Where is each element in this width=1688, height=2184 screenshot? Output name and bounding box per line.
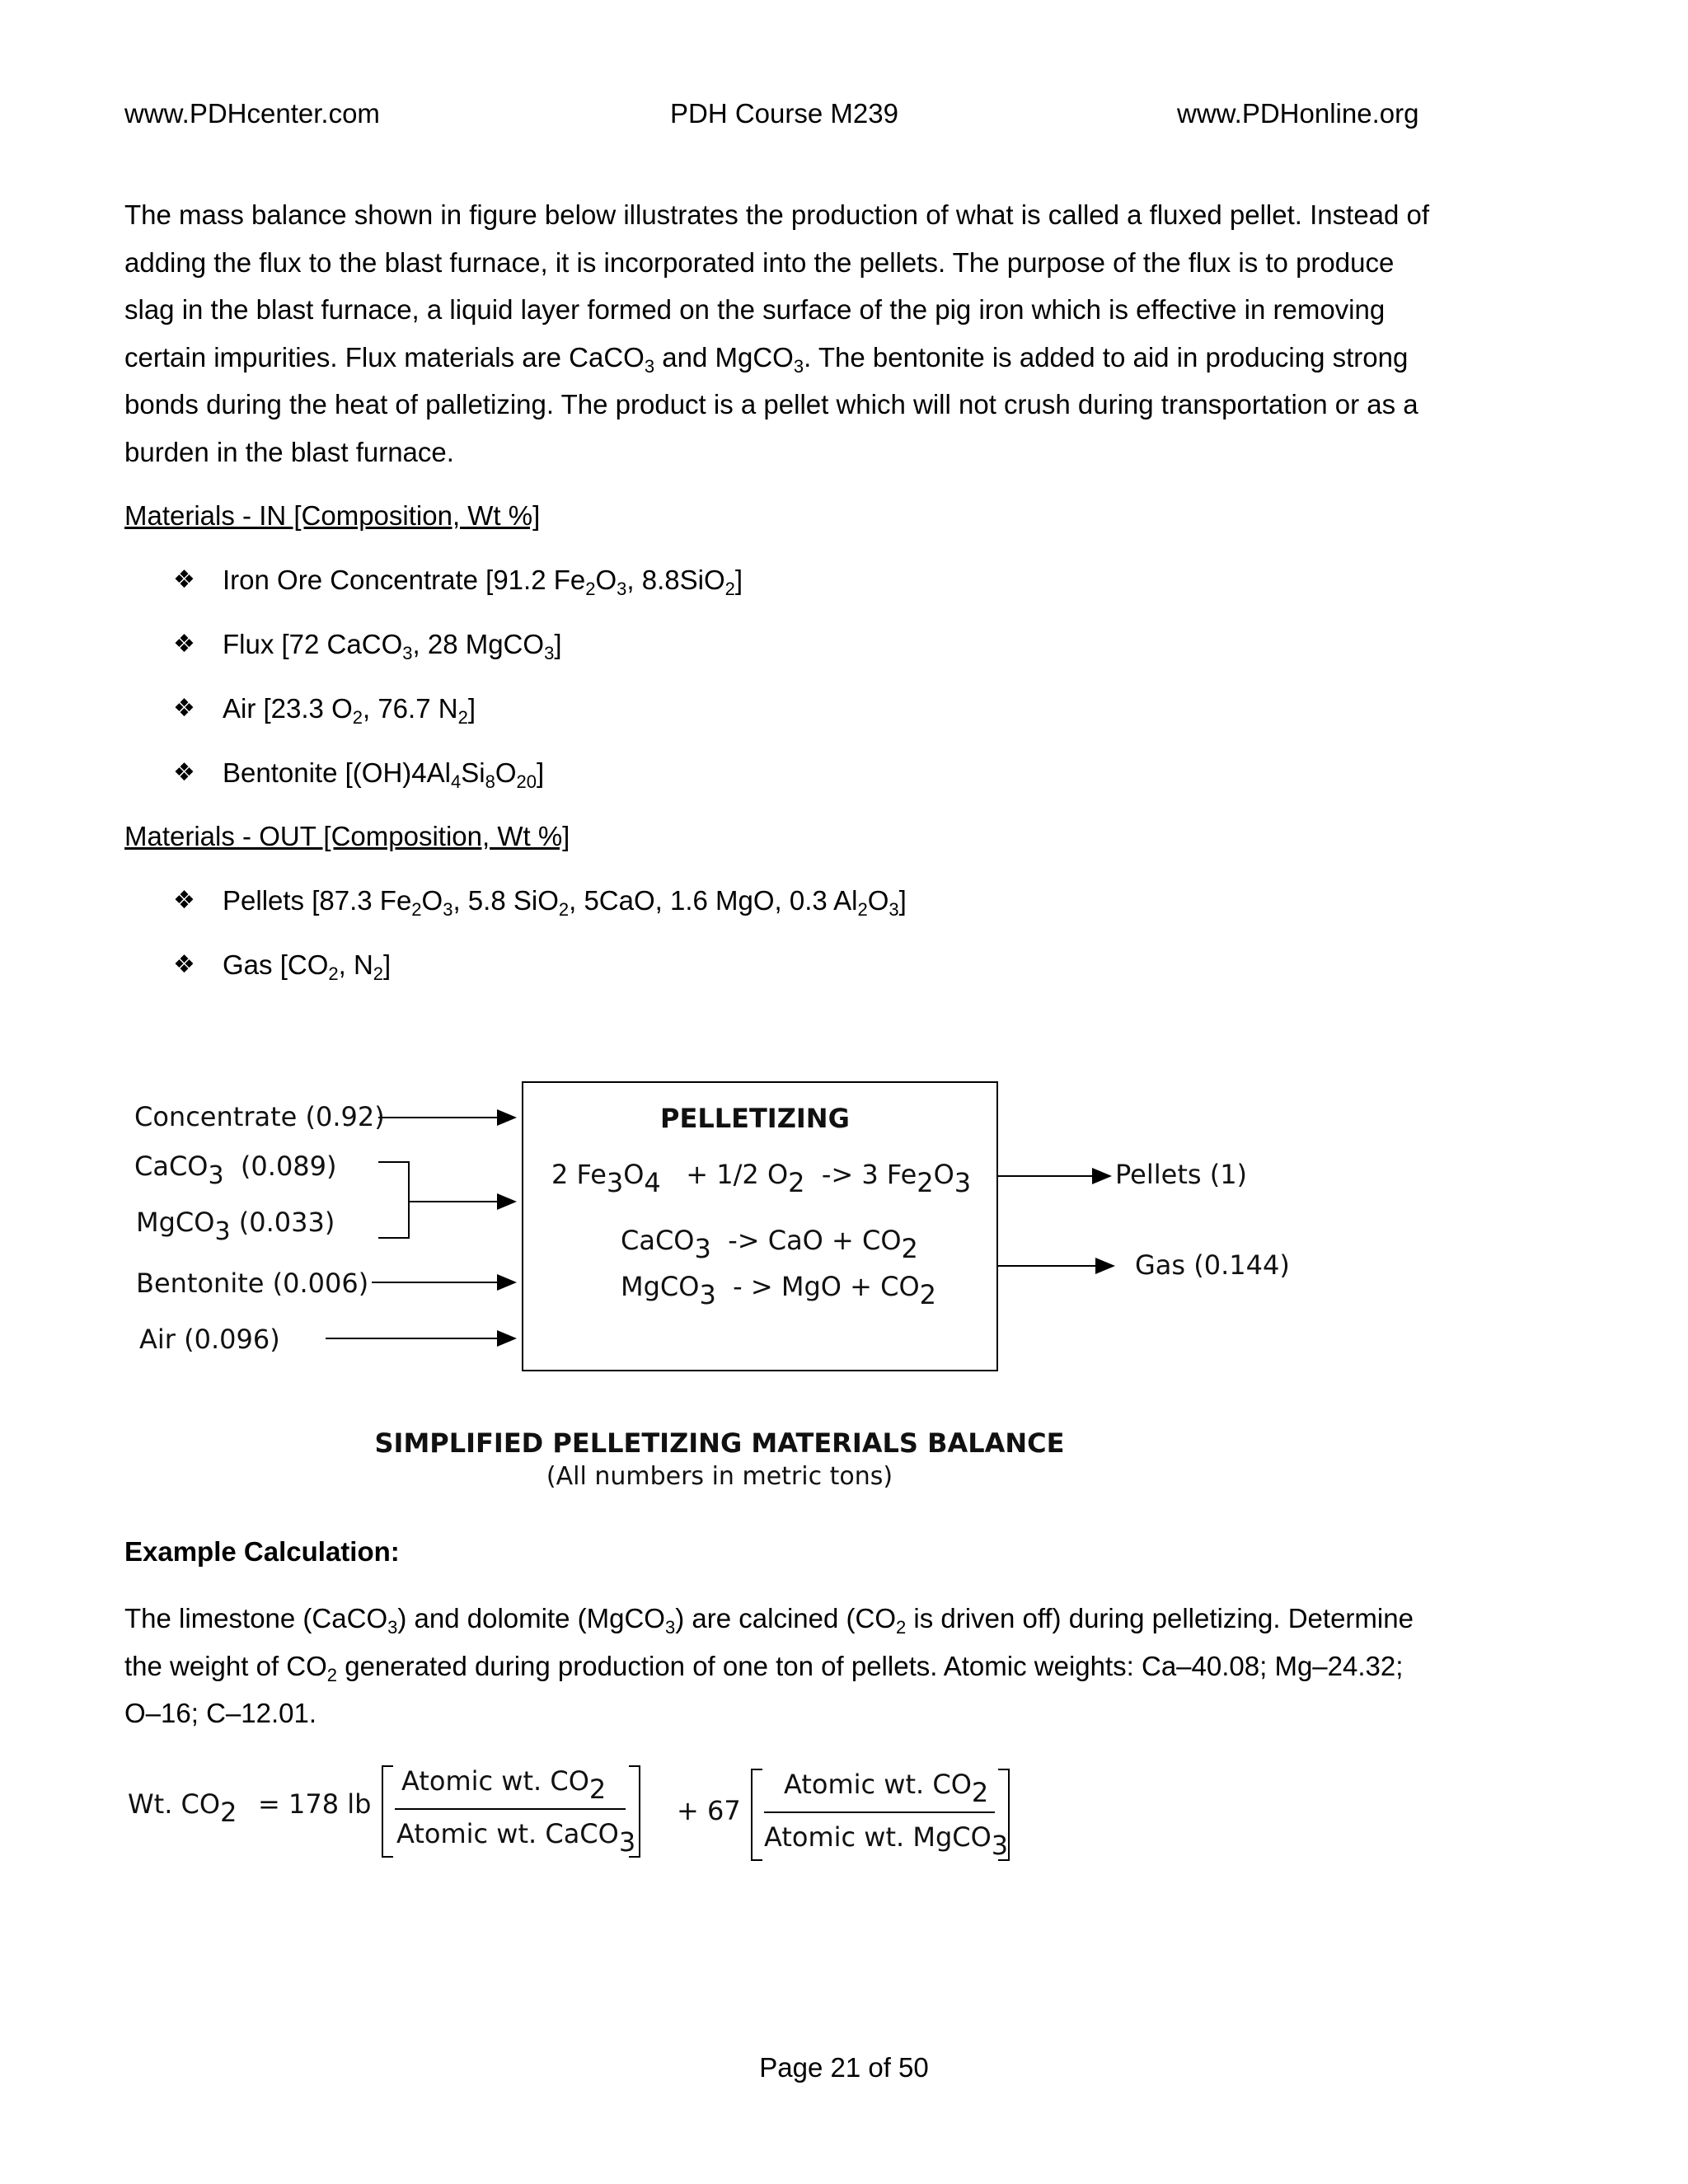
output-gas: Gas (0.144): [1135, 1249, 1290, 1281]
formula-eq: = 178 lb: [258, 1788, 372, 1820]
output-pellets: Pellets (1): [1115, 1159, 1248, 1190]
materials-in-heading: Materials - IN [Composition, Wt %]: [124, 500, 541, 531]
co2-weight-formula: [124, 1755, 1114, 1861]
numerator-2: Atomic wt. $CO_2$: [784, 1769, 989, 1808]
left-bracket: [751, 1769, 762, 1861]
example-paragraph: The limestone (CaCO$_3$) and dolomite (MgCO$_3$) are calcined ($CO_2$ is driven off) during pelletizing. Determine the weight of $CO_2$ generated during production of one ton of pellets. Atomic weights: Ca–40.08; Mg–24.32; O–16; C–12.01.: [124, 1603, 1414, 1729]
formula-plus: + 67: [677, 1795, 741, 1826]
right-bracket: [629, 1765, 640, 1858]
list-item: ❖ Flux [72 CaCO$_3$, 28 MgCO$_3$]: [173, 629, 562, 663]
reaction-3: MgCO$_3$ - > MgO + $CO_2$: [621, 1271, 937, 1310]
course-title: PDH Course M239: [670, 98, 898, 129]
numerator-1: Atomic wt. $CO_2$: [401, 1765, 607, 1805]
pelletizing-diagram: [124, 1040, 1443, 1502]
list-item: ❖ Bentonite $[(OH)4Al_4Si_8O_{20}]$: [173, 757, 545, 792]
input-concentrate: Concentrate (0.92): [134, 1101, 385, 1132]
intro-paragraph: The mass balance shown in figure below illustrates the production of what is called a fluxed pellet. Instead of adding the flux to the blast furnace, it is incorporated into the pellets. The purpose of the flux is to produce slag in the blast furnace, a liquid layer formed on the surface of the pig iron which is effective in removing certain impurities. Flux materials are CaCO$_3$ and MgCO$_3$. The bentonite is added to aid in producing strong bonds during the heat of palletizing. The product is a pellet which will not crush during transportation or as a burden in the blast furnace.: [124, 199, 1430, 467]
box-title: PELLETIZING: [660, 1103, 850, 1134]
reaction-1: 2 $Fe_3O_4$ + 1/2 $O_2 -> 3$ $Fe_2O_3$: [551, 1159, 972, 1198]
fraction-line: [764, 1811, 995, 1813]
left-bracket: [382, 1765, 393, 1858]
fraction-line: [395, 1808, 626, 1810]
formula-lhs: Wt. $CO_2$: [128, 1788, 237, 1828]
example-heading: Example Calculation:: [124, 1536, 400, 1567]
bullet-diamond-icon: ❖: [173, 695, 195, 722]
bullet-diamond-icon: ❖: [173, 887, 195, 914]
denominator-2: Atomic wt. MgCO$_3$: [764, 1821, 1009, 1861]
list-item: ❖ Pellets [87.3 $Fe_2O_3$, 5.8 SiO$_2$, 5CaO, 1.6 MgO, 0.3 $Al_2O_3$]: [173, 885, 907, 920]
input-mgco3: MgCO$_3$ (0.033): [136, 1207, 335, 1246]
page-number: Page 21 of 50: [759, 2052, 929, 2083]
bullet-diamond-icon: ❖: [173, 951, 195, 978]
list-item: ❖ Air [23.3 $O_2$, 76.7 $N_2$]: [173, 693, 476, 728]
input-air: Air (0.096): [139, 1324, 280, 1355]
list-item: ❖ Gas [$CO_2$, $N_2$]: [173, 949, 392, 984]
bullet-diamond-icon: ❖: [173, 566, 195, 593]
reaction-2: CaCO$_3$ -> CaO + $CO_2$: [621, 1225, 918, 1264]
flux-bracket: [378, 1162, 409, 1238]
bullet-diamond-icon: ❖: [173, 630, 195, 658]
denominator-1: Atomic wt. CaCO$_3$: [396, 1818, 636, 1858]
pdhcenter-link[interactable]: www.PDHcenter.com: [124, 98, 380, 129]
input-caco3: CaCO$_3$ (0.089): [134, 1151, 337, 1190]
list-item: ❖ Iron Ore Concentrate [91.2 $Fe_2O_3$, 8.8SiO$_2$]: [173, 565, 743, 599]
pelletizing-box: [522, 1081, 998, 1371]
diagram-caption-subtitle: (All numbers in metric tons): [546, 1462, 893, 1491]
input-bentonite: Bentonite (0.006): [136, 1268, 369, 1299]
materials-out-heading: Materials - OUT [Composition, Wt %]: [124, 821, 570, 851]
pdhonline-link[interactable]: www.PDHonline.org: [1177, 98, 1419, 129]
diagram-caption-title: SIMPLIFIED PELLETIZING MATERIALS BALANCE: [374, 1427, 1065, 1459]
bullet-diamond-icon: ❖: [173, 759, 195, 786]
right-bracket: [998, 1769, 1010, 1861]
